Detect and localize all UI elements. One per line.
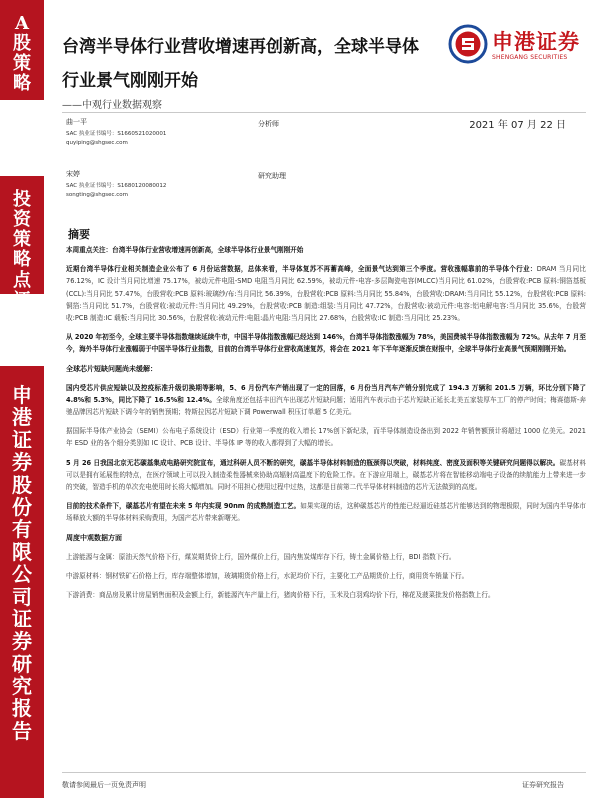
paragraph-carbon-outlook <box>66 500 586 524</box>
sidebar-char: 证 <box>12 606 32 631</box>
report-body <box>66 244 586 608</box>
sidebar-char: 报 <box>12 696 32 721</box>
analyst-2-cert: SAC 执业证书编号：S1680120080012 <box>66 183 167 189</box>
paragraph-index-performance: 从 2020 年初至今，全球主要半导体指数继续延续牛市，中国半导体指数涨幅已经达到 146%，台湾半导体指数涨幅为 78%，美国费城半导体指数涨幅为 72%。从去年 7 月至今，海外半导体行业涨幅弱于中国半导体行业指数，目前的台湾半导体行业营收高速复苏，将会在 2021 年下半年逐渐反馈在财报中，全球半导体行业高景气预期刚刚开始。 <box>66 333 586 354</box>
abstract-heading: 摘要 <box>68 228 90 241</box>
paragraph-taiwan-revenue <box>66 263 586 324</box>
sidebar-char: 告 <box>12 718 32 743</box>
sidebar-char: 股 <box>13 33 31 55</box>
focus-text: 本周重点关注：台湾半导体行业营收增速再创新高，全球半导体行业景气刚刚开始 <box>66 246 304 254</box>
sidebar-char: 略 <box>13 249 31 271</box>
sidebar-char: 点 <box>13 269 31 291</box>
analyst-1-name: 曲一平 <box>66 118 87 126</box>
sidebar-char: 券 <box>12 450 32 475</box>
chip-shortage-heading: 全球芯片短缺问题尚未缓解： <box>66 364 157 373</box>
header-divider <box>62 112 586 113</box>
auto-chip-lead: 国内受芯片供应短缺以及控疫标准升级切换期等影响，5、6 月份汽车产销出现了一定的回落，6 月份当月汽车产销分别完成了 194.3 万辆和 201.5 万辆，环比分别下降了 4.8%和 5.3%，同比下降了 16.5%和 12.4%。 <box>66 383 586 404</box>
analyst-1-email: quyiping@shgsec.com <box>66 140 128 146</box>
sidebar-char: 证 <box>12 427 32 452</box>
sidebar-block-investment-strategy <box>0 176 44 311</box>
company-logo-icon <box>448 24 488 64</box>
sidebar-char: 港 <box>12 405 32 430</box>
sidebar-char: 份 <box>12 494 32 519</box>
title-line-2: 行业景气刚刚开始 <box>62 71 198 91</box>
sidebar-char: 股 <box>12 472 32 497</box>
paragraph-downstream: 下游消费：商品房及累计房屋销售面积及金额上行，新能源汽车产量上行，猪肉价格下行，玉米及白羽鸡均价下行，棉花及菠菜批发价格指数上行。 <box>66 591 495 600</box>
carbon-outlook-detail: 如果实现的话，这种碳基芯片的性能已经逼近硅基芯片能够达到的物理极限，同时为国内半导体市场释放大额的半导体材料采购费用，为国产芯片带来新曙光。 <box>66 502 587 523</box>
paragraph-semi-esd: 据国际半导体产业协会（SEMI）公布电子系统设计（ESD）行业第一季度的收入增长 17%创下新纪录，而半导体制造设备出到 2022 年销售额预计将超过 1000 亿美元。2021 年 ESD 业的各个细分类别如 IC 设计、PCB 设计、半导体 IP 等的收入都得到了大幅的增长。 <box>66 427 586 448</box>
research-assistant-label: 研究助理 <box>258 172 286 180</box>
sidebar-char: 究 <box>12 674 32 699</box>
sidebar-char: 策 <box>13 53 31 75</box>
sidebar-char: A <box>15 13 29 34</box>
sidebar-char: 券 <box>12 629 32 654</box>
report-title <box>62 30 442 98</box>
report-subtitle: ——中观行业数据观察 <box>62 100 162 111</box>
sidebar-char: 司 <box>12 584 32 609</box>
report-date: 2021 年 07 月 22 日 <box>469 120 566 131</box>
sidebar-char: 有 <box>12 517 32 542</box>
sidebar-char: 资 <box>13 209 31 231</box>
sidebar-char: 策 <box>13 229 31 251</box>
analyst-role-label: 分析师 <box>258 120 279 128</box>
weekly-data-heading: 周度中观数据方面 <box>66 533 122 542</box>
sidebar-block-company-name <box>0 366 44 798</box>
carbon-outlook-lead: 目前的技术条件下，碳基芯片有望在未来 5 年内实现 90nm 的成熟制造工艺。 <box>66 502 301 511</box>
analyst-2 <box>66 170 166 200</box>
carbon-chip-lead: 5 月 26 日我国北京无芯碳基集成电路研究院宣布，通过科研人员不断的研究，碳基半导体材料制造的瓶颈得以突破，材料纯度、密度及面积等关键研究问题得以解决。 <box>66 458 560 467</box>
sidebar-char: 限 <box>12 539 32 564</box>
analyst-1 <box>66 118 166 148</box>
carbon-chip-detail: 碳基材料可以是拥有延展性的特点，在医疗领域上可以投入制造柔性器械来协助高辐射高温度下的危险工作。在下游应用端上，碳基芯片将在智能移动端电子设备的续航能力上带来进一步的突破，智造手机的单次充电使用时长将大幅增加。同时不用担心使用过程中过热，这都是目前第二代半导体材料制造的芯片无法做到的高度。 <box>66 458 586 492</box>
taiwan-revenue-lead: 近期台湾半导体行业相关制造企业公布了 6 月份运营数据，总体来看，半导体复苏不再蓄高峰，全面景气达到第三个季度。营收涨幅靠前的半导体个行业： <box>66 265 537 274</box>
sidebar-char: 公 <box>12 562 32 587</box>
report-type-sidebar <box>0 0 44 800</box>
paragraph-midstream: 中游原材料：钢材铁矿石价格上行，库存端整体增加，玻璃期货价格上行，水泥均价下行，主要化工产品期货价上行，商用货车销量下行。 <box>66 571 469 580</box>
report-label: 证券研究报告 <box>522 781 564 789</box>
sidebar-char: 研 <box>12 651 32 676</box>
sidebar-char: 申 <box>12 383 32 407</box>
company-logo <box>448 24 588 72</box>
title-line-1: 台湾半导体行业营收增速再创新高，全球半导体 <box>62 37 419 57</box>
sidebar-char: 投 <box>13 189 31 210</box>
footer-divider <box>62 772 586 773</box>
analyst-2-name: 宋婷 <box>66 170 80 178</box>
paragraph-upstream: 上游能源与金属：原油天然气价格下行，煤炭期货价上行，国外煤价上行，国内焦炭煤库存下行，铸土金属价格上行，BDI 指数下行。 <box>66 552 456 561</box>
taiwan-revenue-detail: DRAM 当月同比 76.12%，IC 设计当月同比增速 75.17%，被动元件电阻-SMD 电阻当月同比 62.59%，被动元件-电容-多层陶瓷电容(MLCC)当月同比 61.02%，台股营收:PCB 原料:铜箔基板(CCL):当月同比 57.47%，台股营收:PCB 原料:玻璃纱/布:当月同比 56.39%，台股营收:PCB 原料:当月同比 55.84%，台股营收:DRAM:当月同比 55.12%，台股营收:PCB 原料:铜箔:当月同比 51.7%，台股营收:被动元件:当月同比 49.29%，台股营收:PCB 制造:组装:当月同比 47.72%，台股营收:被动元件:电容:铝电解电容:当月同比 35.6%，台股营收:PCB 制造:IC 载板:当月同比 30.56%，台股营收:被动元件:电阻:晶片电阻:当月同比 27.68%，台股营收:IC 制造:当月同比 25.23%。 <box>66 265 586 323</box>
company-logo-name: 申港证券 <box>492 29 580 54</box>
paragraph-carbon-chip <box>66 457 586 494</box>
company-logo-english: SHENGANG SECURITIES <box>492 54 568 61</box>
sidebar-char: 评 <box>13 289 31 311</box>
disclaimer-note: 敬请参阅最后一页免责声明 <box>62 781 146 789</box>
analyst-2-email: songting@shgsec.com <box>66 192 128 198</box>
analyst-1-cert: SAC 执业证书编号：S1660521020001 <box>66 131 167 137</box>
paragraph-focus <box>66 244 586 256</box>
sidebar-block-a-share-strategy <box>0 0 44 100</box>
auto-chip-detail: 全球角度还包括丰田汽车出现芯片短缺问题；适用汽车表示由于芯片短缺正延长北美五家装厚车工厂的停产时间；梅赛德斯-奔驰品牌因芯片短缺下调今年的销售预期；特斯拉因芯片短缺下调 Powerwall 积压订单超 5 亿美元。 <box>66 395 586 417</box>
sidebar-char: 略 <box>13 73 31 95</box>
paragraph-auto-chip-shortage <box>66 382 586 419</box>
